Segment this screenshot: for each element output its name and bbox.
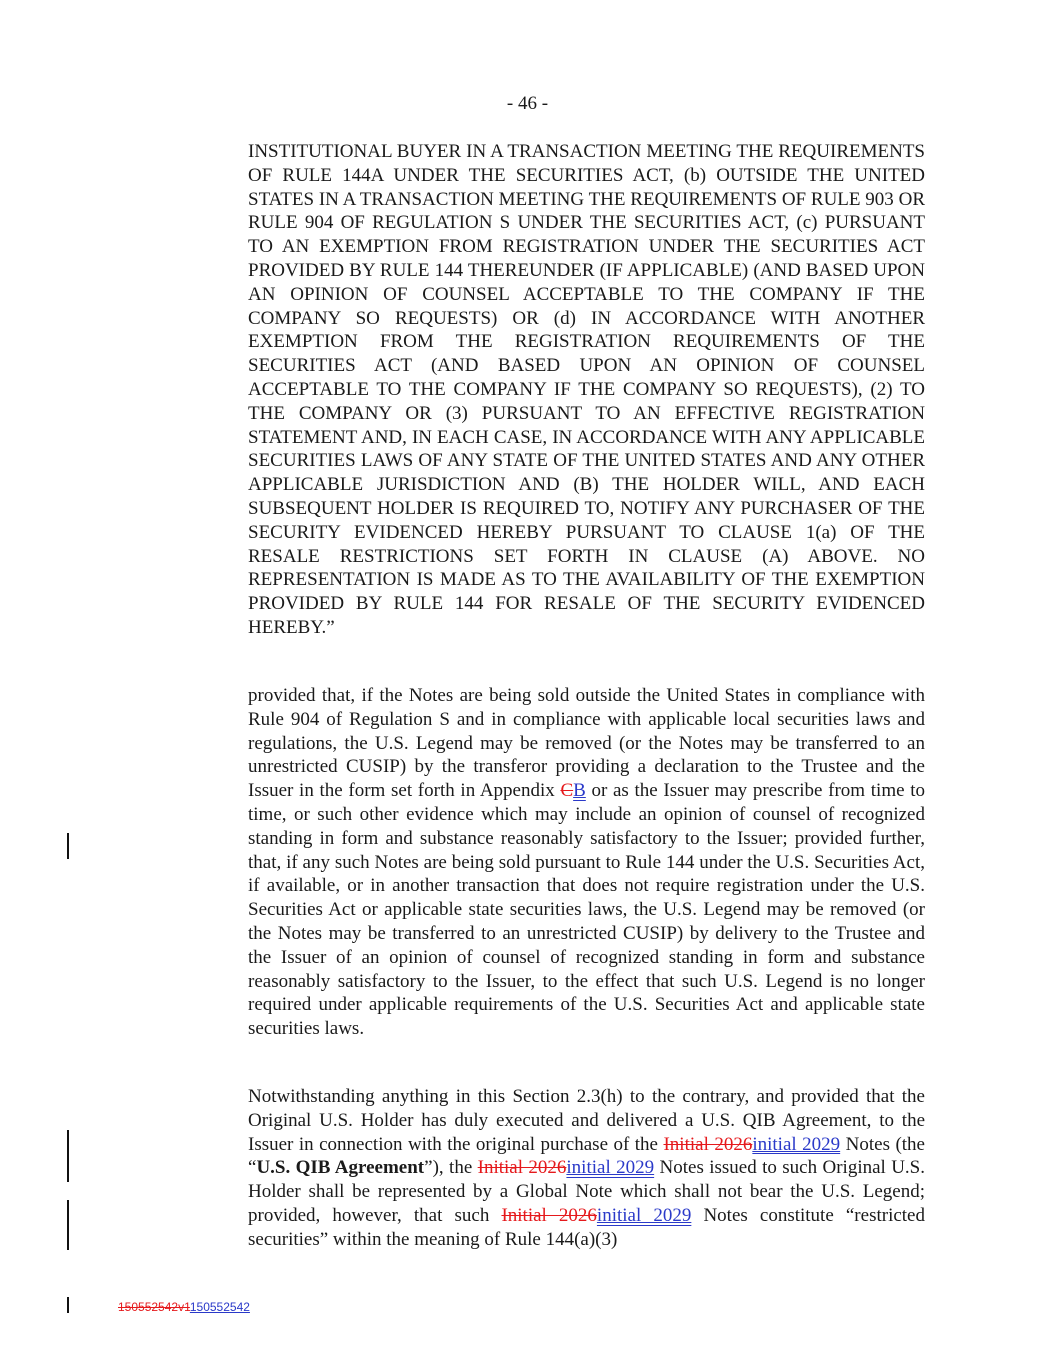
notwithstanding-text-5: Notes constitute “restricted securities” within the meaning of Rule 144(a)(3) — [248, 1204, 925, 1250]
proviso-text-1: provided that, if the Notes are being sold outside the United States in compliance with Rule 904 of Regulation S and in compliance with applicable local securities laws and regulations, the U.S. Legend may be removed (or the Notes may be transferred to an unrestricted CUSIP) by the transferor providing a declaration to the Trustee and the Issuer in the form set forth in Appendix — [248, 685, 925, 802]
inserted-doc-id: 150552542 — [189, 1300, 250, 1314]
notwithstanding-text-1: Notwithstanding anything in this Section 2.3(h) to the contrary, and provided that the Original U.S. Holder has duly executed and delivered a U.S. QIB Agreement, to the Issuer in connection with the original purchase of the — [248, 1086, 925, 1155]
inserted-text: B — [573, 780, 586, 802]
deleted-text: Initial 2026 — [501, 1204, 597, 1226]
change-bar — [67, 1297, 69, 1313]
inserted-text: initial 2029 — [752, 1133, 841, 1155]
notwithstanding-text-4: Notes issued to such Original U.S. Holder shall be represented by a Global Note which shall not bear the U.S. Legend; provided, however, that such — [248, 1157, 925, 1226]
notwithstanding-paragraph — [248, 1085, 925, 1252]
proviso-paragraph — [248, 684, 925, 1041]
document-id — [118, 1300, 250, 1314]
inserted-text: initial 2029 — [596, 1204, 692, 1226]
deleted-text: Initial 2026 — [663, 1133, 753, 1155]
deleted-text: C — [560, 780, 574, 802]
change-bar — [67, 833, 69, 859]
change-bar — [67, 1200, 69, 1250]
defined-term: U.S. QIB Agreement — [256, 1157, 425, 1179]
legend-paragraph: INSTITUTIONAL BUYER IN A TRANSACTION MEETING THE REQUIREMENTS OF RULE 144A UNDER THE SECURITIES ACT, (b) OUTSIDE THE UNITED STATES IN A TRANSACTION MEETING THE REQUIREMENTS OF RULE 903 OR RULE 904 OF REGULATION S UNDER THE SECURITIES ACT, (c) PURSUANT TO AN EXEMPTION FROM REGISTRATION UNDER THE SECURITIES ACT PROVIDED BY RULE 144 THEREUNDER (IF APPLICABLE) (AND BASED UPON AN OPINION OF COUNSEL ACCEPTABLE TO THE COMPANY IF THE COMPANY SO REQUESTS) OR (d) IN ACCORDANCE WITH ANOTHER EXEMPTION FROM THE REGISTRATION REQUIREMENTS OF THE SECURITIES ACT (AND BASED UPON AN OPINION OF COUNSEL ACCEPTABLE TO THE COMPANY IF THE COMPANY SO REQUESTS), (2) TO THE COMPANY OR (3) PURSUANT TO AN EFFECTIVE REGISTRATION STATEMENT AND, IN EACH CASE, IN ACCORDANCE WITH ANY APPLICABLE SECURITIES LAWS OF ANY STATE OF THE UNITED STATES AND ANY OTHER APPLICABLE JURISDICTION AND (B) THE HOLDER WILL, AND EACH SUBSEQUENT HOLDER IS REQUIRED TO, NOTIFY ANY PURCHASER OF THE SECURITY EVIDENCED HEREBY PURSUANT TO CLAUSE 1(a) OF THE RESALE RESTRICTIONS SET FORTH IN CLAUSE (A) ABOVE. NO REPRESENTATION IS MADE AS TO THE AVAILABILITY OF THE EXEMPTION PROVIDED BY RULE 144 FOR RESALE OF THE SECURITY EVIDENCED HEREBY.” — [248, 141, 925, 638]
inserted-text: initial 2029 — [566, 1157, 655, 1179]
notwithstanding-text-2: Notes (the “ — [248, 1133, 925, 1179]
notwithstanding-text-3: ”), the — [424, 1157, 478, 1179]
change-bar — [67, 1130, 69, 1182]
page-number: - 46 - — [506, 93, 549, 114]
deleted-doc-id: 150552542v1 — [118, 1300, 190, 1314]
deleted-text: Initial 2026 — [477, 1157, 567, 1179]
proviso-text-2: or as the Issuer may prescribe from time to time, or such other evidence which may include an opinion of counsel of recognized standing in form and substance reasonably satisfactory to the Issuer; provided further, that, if any such Notes are being sold pursuant to Rule 144 under the U.S. Securities Act, if available, or in another transaction that does not require registration under the U.S. Securities Act or applicable state securities laws, the U.S. Legend may be removed (or the Notes may be transferred to an unrestricted CUSIP) by delivery to the Trustee and the Issuer of an opinion of counsel of recognized standing in form and substance reasonably satisfactory to the Issuer, to the effect that such U.S. Legend is no longer required under applicable requirements of the U.S. Securities Act and applicable state securities laws. — [248, 780, 925, 1040]
